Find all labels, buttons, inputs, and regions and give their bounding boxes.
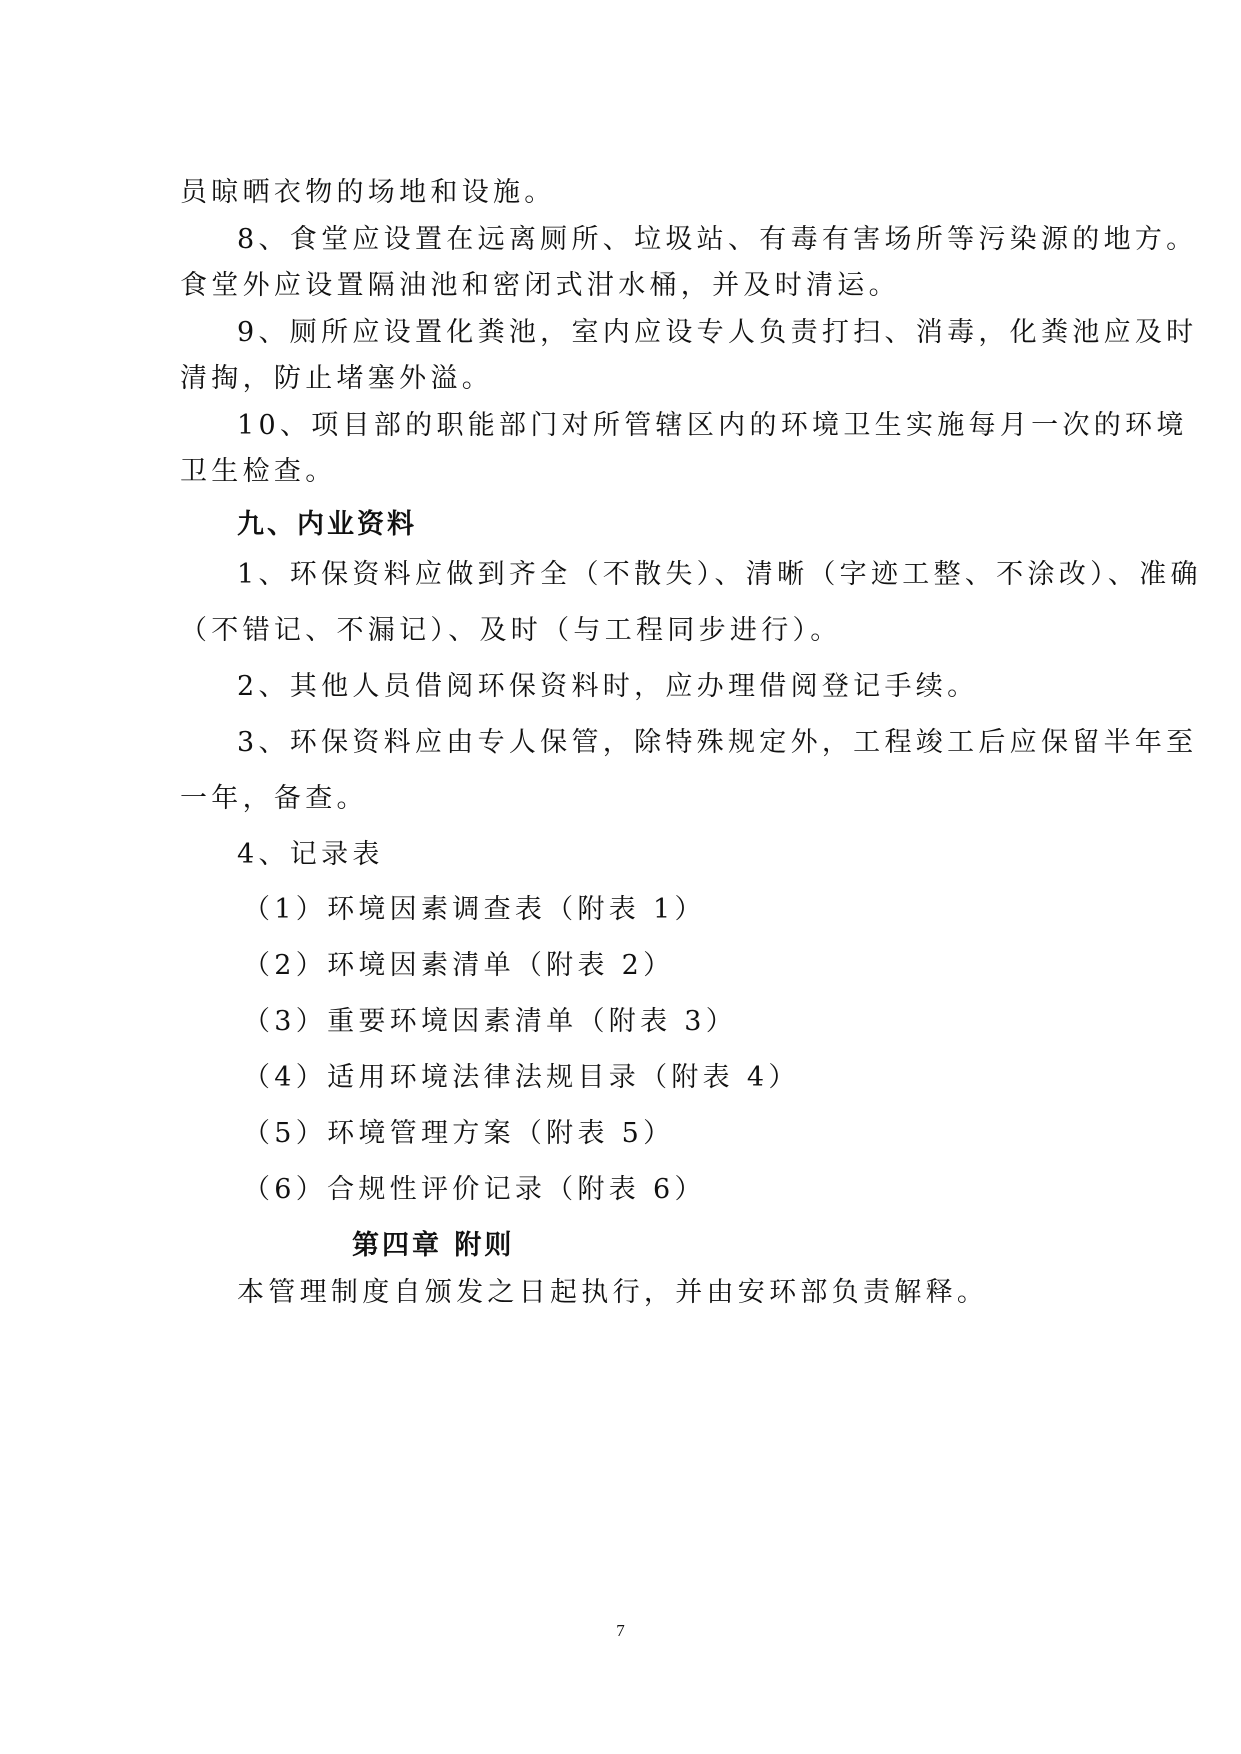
paragraph-line: 3、环保资料应由专人保管，除特殊规定外，工程竣工后应保留半年至: [237, 727, 1198, 758]
paragraph-line: 2、其他人员借阅环保资料时，应办理借阅登记手续。: [237, 671, 979, 702]
paragraph-line: 8、食堂应设置在远离厕所、垃圾站、有毒有害场所等污染源的地方。: [237, 224, 1198, 255]
paragraph-line: 1、环保资料应做到齐全（不散失）、清晰（字迹工整、不涂改）、准确: [237, 559, 1202, 590]
list-item: （5）环境管理方案（附表 5）: [243, 1118, 675, 1149]
paragraph-line: 10、项目部的职能部门对所管辖区内的环境卫生实施每月一次的环境: [237, 410, 1188, 441]
list-item: （1）环境因素调查表（附表 1）: [243, 894, 706, 925]
list-item: （2）环境因素清单（附表 2）: [243, 950, 675, 981]
paragraph-line: 清掏，防止堵塞外溢。: [180, 363, 493, 394]
list-item: （4）适用环境法律法规目录（附表 4）: [243, 1062, 800, 1093]
paragraph-line: （不错记、不漏记）、及时（与工程同步进行）。: [180, 615, 842, 646]
paragraph-line: 本管理制度自颁发之日起执行，并由安环部负责解释。: [237, 1277, 989, 1308]
section-heading: 九、内业资料: [237, 509, 417, 540]
paragraph-line: 4、记录表: [237, 839, 384, 870]
list-item: （3）重要环境因素清单（附表 3）: [243, 1006, 738, 1037]
paragraph-line: 员晾晒衣物的场地和设施。: [180, 177, 556, 208]
list-item: （6）合规性评价记录（附表 6）: [243, 1174, 706, 1205]
paragraph-line: 食堂外应设置隔油池和密闭式泔水桶，并及时清运。: [180, 270, 900, 301]
page-number: 7: [616, 1621, 625, 1640]
paragraph-line: 卫生检查。: [180, 456, 337, 487]
chapter-heading: 第四章 附则: [352, 1230, 515, 1261]
paragraph-line: 9、厕所应设置化粪池，室内应设专人负责打扫、消毒，化粪池应及时: [237, 317, 1198, 348]
paragraph-line: 一年，备查。: [180, 783, 368, 814]
